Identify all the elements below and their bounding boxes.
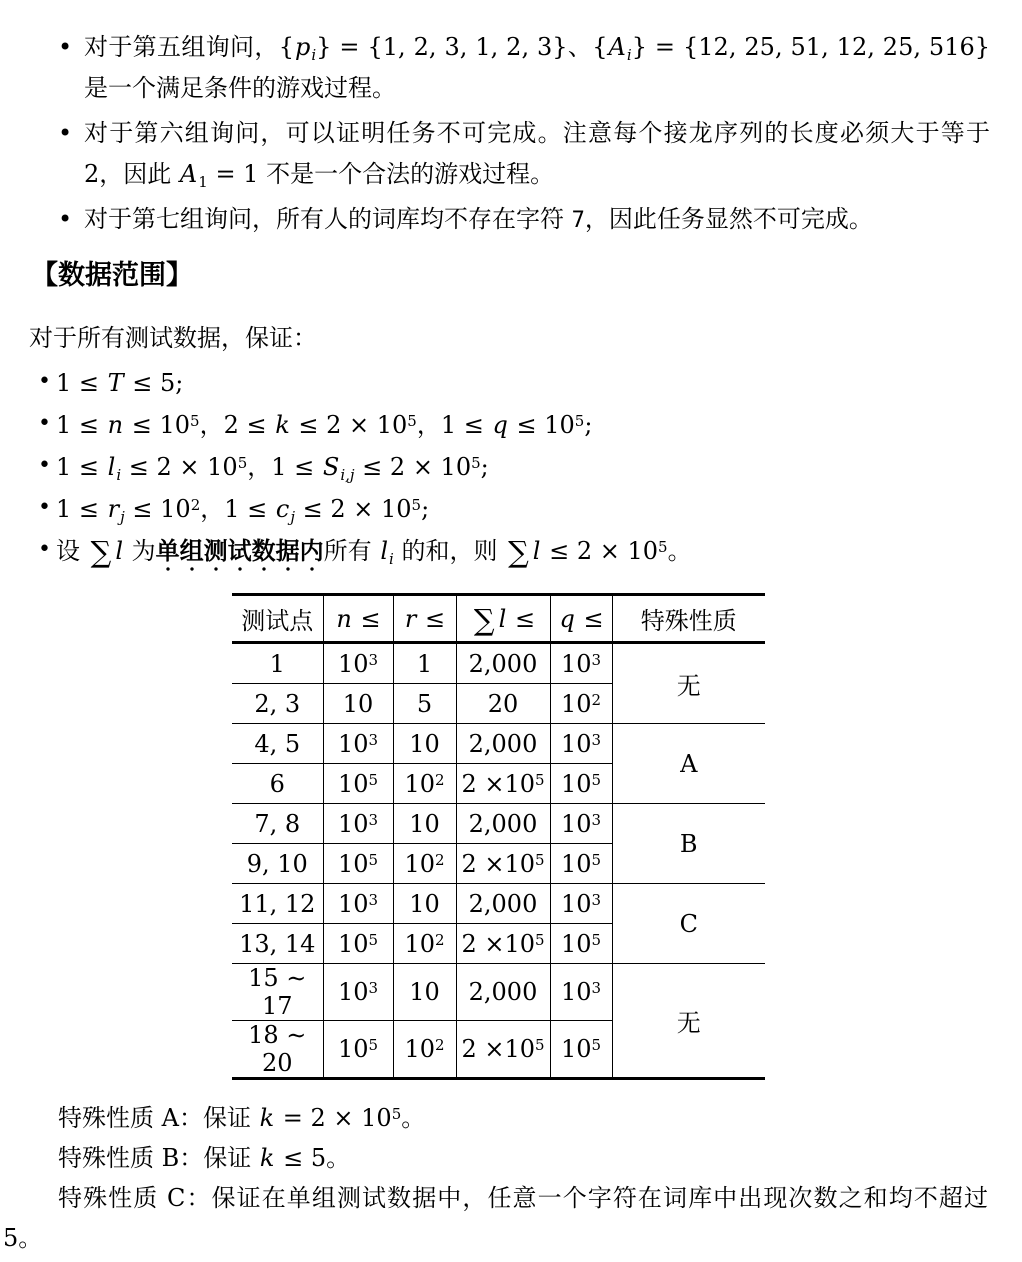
math-segment: ≤ 5 (275, 1144, 327, 1172)
superscript: 2 (435, 930, 445, 949)
table-cell (232, 724, 323, 764)
math-segment: 2,000 (468, 729, 538, 758)
math-segment: 10 (409, 978, 440, 1006)
math-segment: ≤ (575, 604, 604, 633)
group-cell: 无 (612, 643, 765, 724)
text-segment: 。 (667, 537, 692, 565)
intro-paragraph: 对于所有测试数据，保证： (29, 324, 317, 352)
superscript: 5 (591, 1036, 602, 1054)
table-cell (232, 844, 323, 884)
table-row (232, 643, 765, 684)
math-segment: 10 (560, 809, 592, 838)
subscript: i,j (340, 466, 355, 484)
list-item (56, 363, 982, 403)
math-variable: l (380, 537, 388, 565)
math-segment: 10 (404, 849, 435, 878)
math-segment: 10 (337, 889, 369, 918)
group-cell: B (612, 804, 765, 884)
math-segment: 1 ≤ (271, 453, 322, 481)
superscript: 5 (471, 454, 481, 472)
math-variable: n (107, 411, 124, 439)
text-segment: 是一个满足条件的游戏过程。 (84, 74, 396, 102)
math-segment: 11, 12 (239, 889, 316, 918)
text-segment: 对于第六组询问，可以证明任务不可完成。注意每个接龙序列的长度必须大于等于 (84, 119, 990, 147)
math-segment: { (278, 33, 294, 61)
text-segment: ， (247, 453, 272, 481)
math-segment: 10 (560, 849, 592, 878)
superscript: 5 (391, 1105, 402, 1123)
table-cell (323, 964, 393, 1021)
superscript: 5 (237, 454, 248, 472)
table-cell (323, 1021, 393, 1079)
list-item (56, 531, 982, 571)
table-cell (232, 684, 323, 724)
text-segment: 对于第七组询问，所有人的词库均不存在字符 (84, 205, 572, 233)
math-segment: ; (421, 495, 430, 523)
math-variable: r (404, 604, 417, 633)
math-segment: 13, 14 (239, 929, 316, 958)
table-header-cell (232, 595, 323, 643)
math-segment: ≤ 10 (124, 411, 191, 439)
math-segment: ≤ 2 × 10 (354, 453, 472, 481)
table-cell (456, 724, 550, 764)
text-segment: 为 (124, 537, 156, 565)
superscript: 3 (368, 810, 379, 829)
table-cell (323, 844, 393, 884)
math-segment: 2 ×10 (461, 849, 535, 878)
constraints-list (0, 363, 1022, 571)
math-segment: 10 (404, 1035, 435, 1063)
math-segment: 10 (409, 729, 440, 758)
math-segment: } = {12, 25, 51, 12, 25, 516} (631, 33, 991, 61)
table-row (232, 804, 765, 844)
table-cell (456, 924, 550, 964)
table-cell (550, 684, 612, 724)
table-cell (456, 764, 550, 804)
math-segment: 10 (560, 769, 592, 798)
text-segment: 设 (56, 537, 88, 565)
math-segment: 1 ≤ (56, 495, 107, 523)
mono-char: 7 (571, 208, 585, 233)
math-segment: 10 (337, 769, 369, 798)
superscript: 2 (435, 770, 445, 789)
math-segment: 10 (560, 978, 592, 1006)
table-cell (550, 724, 612, 764)
math-segment: 2,000 (468, 649, 538, 678)
math-segment: 10 (560, 649, 592, 678)
text-segment: 、 (567, 33, 593, 61)
math-segment: 1 (269, 649, 285, 678)
math-segment: 10 (404, 929, 435, 958)
table-cell (550, 844, 612, 884)
math-segment: ≤ 10 (508, 411, 575, 439)
superscript: 5 (411, 496, 422, 514)
superscript: 5 (535, 1036, 545, 1054)
superscript: 3 (591, 650, 602, 669)
math-segment: ≤ 2 × 10 (294, 495, 412, 523)
document-page (0, 27, 1022, 1262)
table-cell (323, 643, 393, 684)
math-segment: 10 (409, 889, 440, 918)
text-segment: ， (199, 411, 224, 439)
table-row (232, 964, 765, 1021)
math-segment: 1 ≤ (224, 495, 275, 523)
group-cell: 无 (612, 964, 765, 1079)
superscript: 3 (591, 730, 602, 749)
math-segment: 10 (337, 849, 369, 878)
list-item (84, 199, 990, 241)
table-cell (232, 884, 323, 924)
text-segment: 对于第五组询问， (84, 33, 279, 61)
math-segment: 2,000 (468, 978, 538, 1006)
note-paragraph (3, 1138, 988, 1178)
math-segment: ≤ (352, 604, 381, 633)
math-segment: 5 (416, 689, 433, 718)
table-cell (232, 1021, 323, 1079)
math-variable: A (608, 33, 626, 61)
table-cell (323, 764, 393, 804)
subscript: j (120, 508, 125, 526)
math-segment: 10 (337, 978, 369, 1006)
math-segment: 10 (337, 1035, 369, 1063)
text-segment: ，因此 (99, 160, 179, 188)
math-segment: ≤ (417, 604, 446, 633)
table-body (232, 643, 765, 1079)
table-header (232, 595, 765, 643)
math-segment: 2 ×10 (461, 929, 535, 958)
text-segment: 测试点 (241, 607, 314, 635)
math-segment: 10 (560, 729, 592, 758)
table-cell (232, 643, 323, 684)
text-segment: ， (200, 495, 225, 523)
example-explanation-list (0, 27, 1022, 241)
math-segment: 10 (560, 889, 592, 918)
superscript: 5 (368, 770, 379, 789)
math-segment: ≤ 2 × 10 (541, 537, 659, 565)
superscript: 5 (535, 850, 545, 869)
superscript: 5 (368, 1036, 379, 1054)
subscript: i (311, 46, 317, 64)
math-segment: 10 (337, 729, 369, 758)
math-variable: A (179, 160, 198, 188)
note-paragraph (3, 1178, 988, 1258)
math-segment: } = {1, 2, 3, 1, 2, 3} (316, 33, 568, 61)
table-header-row (232, 595, 765, 643)
table-row (232, 884, 765, 924)
list-item (56, 447, 982, 487)
math-segment: 1 ≤ (56, 411, 107, 439)
math-variable: l (498, 604, 507, 633)
superscript: 3 (368, 650, 379, 669)
math-segment: = 2 × 10 (275, 1104, 392, 1132)
math-segment: 10 (409, 809, 440, 838)
math-variable: q (559, 604, 575, 633)
table-cell (456, 643, 550, 684)
sum-symbol: ∑ (90, 535, 112, 569)
math-variable: p (294, 33, 311, 61)
math-segment: 2,000 (468, 809, 538, 838)
table-cell (232, 764, 323, 804)
text-segment: 所有 (323, 537, 380, 565)
table-cell (456, 844, 550, 884)
math-segment: 9, 10 (246, 849, 308, 878)
table-header-cell (456, 595, 550, 643)
math-segment: 10 (560, 929, 592, 958)
math-segment: = 1 (207, 160, 259, 188)
math-segment: 4, 5 (254, 729, 301, 758)
table-header-cell (612, 595, 765, 643)
math-variable: S (322, 453, 340, 481)
math-segment: 5 (3, 1224, 19, 1252)
text-segment: 特殊性质 C：保证在单组测试数据中，任意一个字符在词库中出现次数之和均不超过 (58, 1184, 988, 1212)
superscript: 5 (368, 930, 379, 949)
superscript: 2 (435, 1036, 445, 1054)
math-segment: 2 ×10 (461, 1035, 535, 1063)
list-item (56, 405, 982, 445)
sum-symbol: ∑ (508, 535, 529, 569)
table-cell (550, 764, 612, 804)
table-cell (393, 844, 456, 884)
table-cell (393, 804, 456, 844)
table-header-cell (323, 595, 393, 643)
table-cell (550, 804, 612, 844)
math-segment: 10 (404, 769, 435, 798)
table-cell (323, 884, 393, 924)
list-item (84, 113, 990, 195)
emphasized-text: 单组测试数据内 (156, 537, 324, 572)
table-cell (323, 924, 393, 964)
math-variable: q (492, 411, 508, 439)
math-segment: 1 (416, 649, 433, 678)
math-variable: k (259, 1144, 275, 1172)
table-cell (393, 884, 456, 924)
subscript: i (116, 466, 122, 484)
table-cell (550, 643, 612, 684)
math-segment: 7, 8 (254, 809, 301, 838)
math-segment: 6 (269, 769, 285, 798)
math-segment: { (592, 33, 608, 61)
table-cell (550, 964, 612, 1021)
superscript: 5 (658, 538, 668, 556)
math-variable: k (259, 1104, 275, 1132)
table-cell (232, 804, 323, 844)
table-cell (323, 804, 393, 844)
superscript: 3 (591, 810, 602, 829)
math-segment: ; (584, 411, 593, 439)
superscript: 5 (535, 770, 545, 789)
group-cell: A (612, 724, 765, 804)
superscript: 2 (190, 496, 201, 514)
text-segment: 特殊性质 (640, 607, 737, 635)
math-segment: 10 (337, 809, 369, 838)
table-header-cell (550, 595, 612, 643)
math-segment: 10 (337, 929, 369, 958)
math-segment: 10 (342, 689, 374, 718)
text-segment: 。 (326, 1144, 351, 1172)
table-cell (456, 684, 550, 724)
math-segment: ≤ 2 × 10 (290, 411, 408, 439)
superscript: 5 (591, 770, 602, 789)
math-segment: 18 ∼ 20 (248, 1021, 307, 1077)
superscript: 3 (591, 890, 602, 909)
superscript: 5 (591, 850, 602, 869)
superscript: 5 (190, 412, 200, 430)
math-segment: 2, 3 (254, 689, 301, 718)
subscript: i (626, 46, 632, 64)
text-segment: ，因此任务显然不可完成。 (584, 205, 873, 233)
math-variable: c (275, 495, 290, 523)
math-segment: ≤ 10 (124, 495, 191, 523)
table-cell (393, 684, 456, 724)
math-segment: 2 ≤ (223, 411, 275, 439)
table-cell (393, 764, 456, 804)
text-segment: 。 (401, 1104, 426, 1132)
superscript: 3 (368, 730, 379, 749)
table-cell (323, 684, 393, 724)
math-segment: ≤ (507, 604, 536, 633)
note-paragraph (3, 1098, 988, 1138)
math-segment: 2 (84, 160, 100, 188)
superscript: 3 (368, 890, 379, 909)
group-cell: C (612, 884, 765, 964)
text-segment: 不是一个合法的游戏过程。 (258, 160, 555, 188)
math-segment: ≤ 2 × 10 (121, 453, 238, 481)
superscript: 5 (591, 930, 602, 949)
text-segment: 的和，则 (393, 537, 506, 565)
math-segment: 1 ≤ (56, 369, 107, 397)
section-title-data-range: 【数据范围】 (31, 260, 193, 291)
table-cell (456, 804, 550, 844)
math-segment: 1 ≤ (440, 411, 492, 439)
math-segment: 2,000 (468, 889, 538, 918)
subscript: i (389, 550, 394, 568)
superscript: 3 (368, 979, 379, 997)
superscript: 3 (591, 979, 602, 997)
math-variable: l (532, 537, 541, 565)
superscript: 5 (368, 850, 379, 869)
math-segment: 2 ×10 (461, 769, 535, 798)
math-variable: T (107, 369, 124, 397)
special-properties-notes (3, 1098, 988, 1258)
text-segment: ， (416, 411, 441, 439)
math-variable: n (336, 604, 352, 633)
superscript: 5 (535, 930, 545, 949)
math-variable: k (275, 411, 290, 439)
table-cell (232, 924, 323, 964)
text-segment: 特殊性质 A：保证 (58, 1104, 259, 1132)
list-item (84, 27, 990, 109)
table-cell (456, 964, 550, 1021)
table-cell (232, 964, 323, 1021)
table-cell (550, 884, 612, 924)
table-cell (393, 643, 456, 684)
text-segment: 。 (18, 1224, 43, 1252)
math-variable: r (107, 495, 120, 523)
math-segment: 15 ∼ 17 (248, 964, 307, 1020)
data-range-table (232, 593, 765, 1080)
text-segment: 特殊性质 B：保证 (58, 1144, 259, 1172)
math-segment: 10 (560, 689, 592, 718)
subscript: 1 (198, 173, 208, 191)
table-cell (323, 724, 393, 764)
table-cell (393, 1021, 456, 1079)
math-segment: 20 (487, 689, 519, 718)
list-item (56, 489, 982, 529)
superscript: 5 (407, 412, 417, 430)
superscript: 5 (574, 412, 585, 430)
table-row (232, 724, 765, 764)
sum-symbol: ∑ (473, 602, 495, 637)
table-cell (393, 964, 456, 1021)
math-segment: ; (480, 453, 489, 481)
table-header-cell (393, 595, 456, 643)
table-cell (456, 884, 550, 924)
math-variable: l (107, 453, 116, 481)
math-segment: 1 ≤ (56, 453, 107, 481)
table-cell (456, 1021, 550, 1079)
math-variable: l (115, 537, 124, 565)
superscript: 2 (591, 690, 602, 709)
table-cell (550, 1021, 612, 1079)
subscript: j (290, 508, 295, 526)
math-segment: 10 (337, 649, 369, 678)
superscript: 2 (435, 850, 445, 869)
math-segment: ≤ 5; (124, 369, 184, 397)
math-segment: 10 (560, 1035, 592, 1063)
table-cell (393, 924, 456, 964)
table-cell (550, 924, 612, 964)
table-cell (393, 724, 456, 764)
